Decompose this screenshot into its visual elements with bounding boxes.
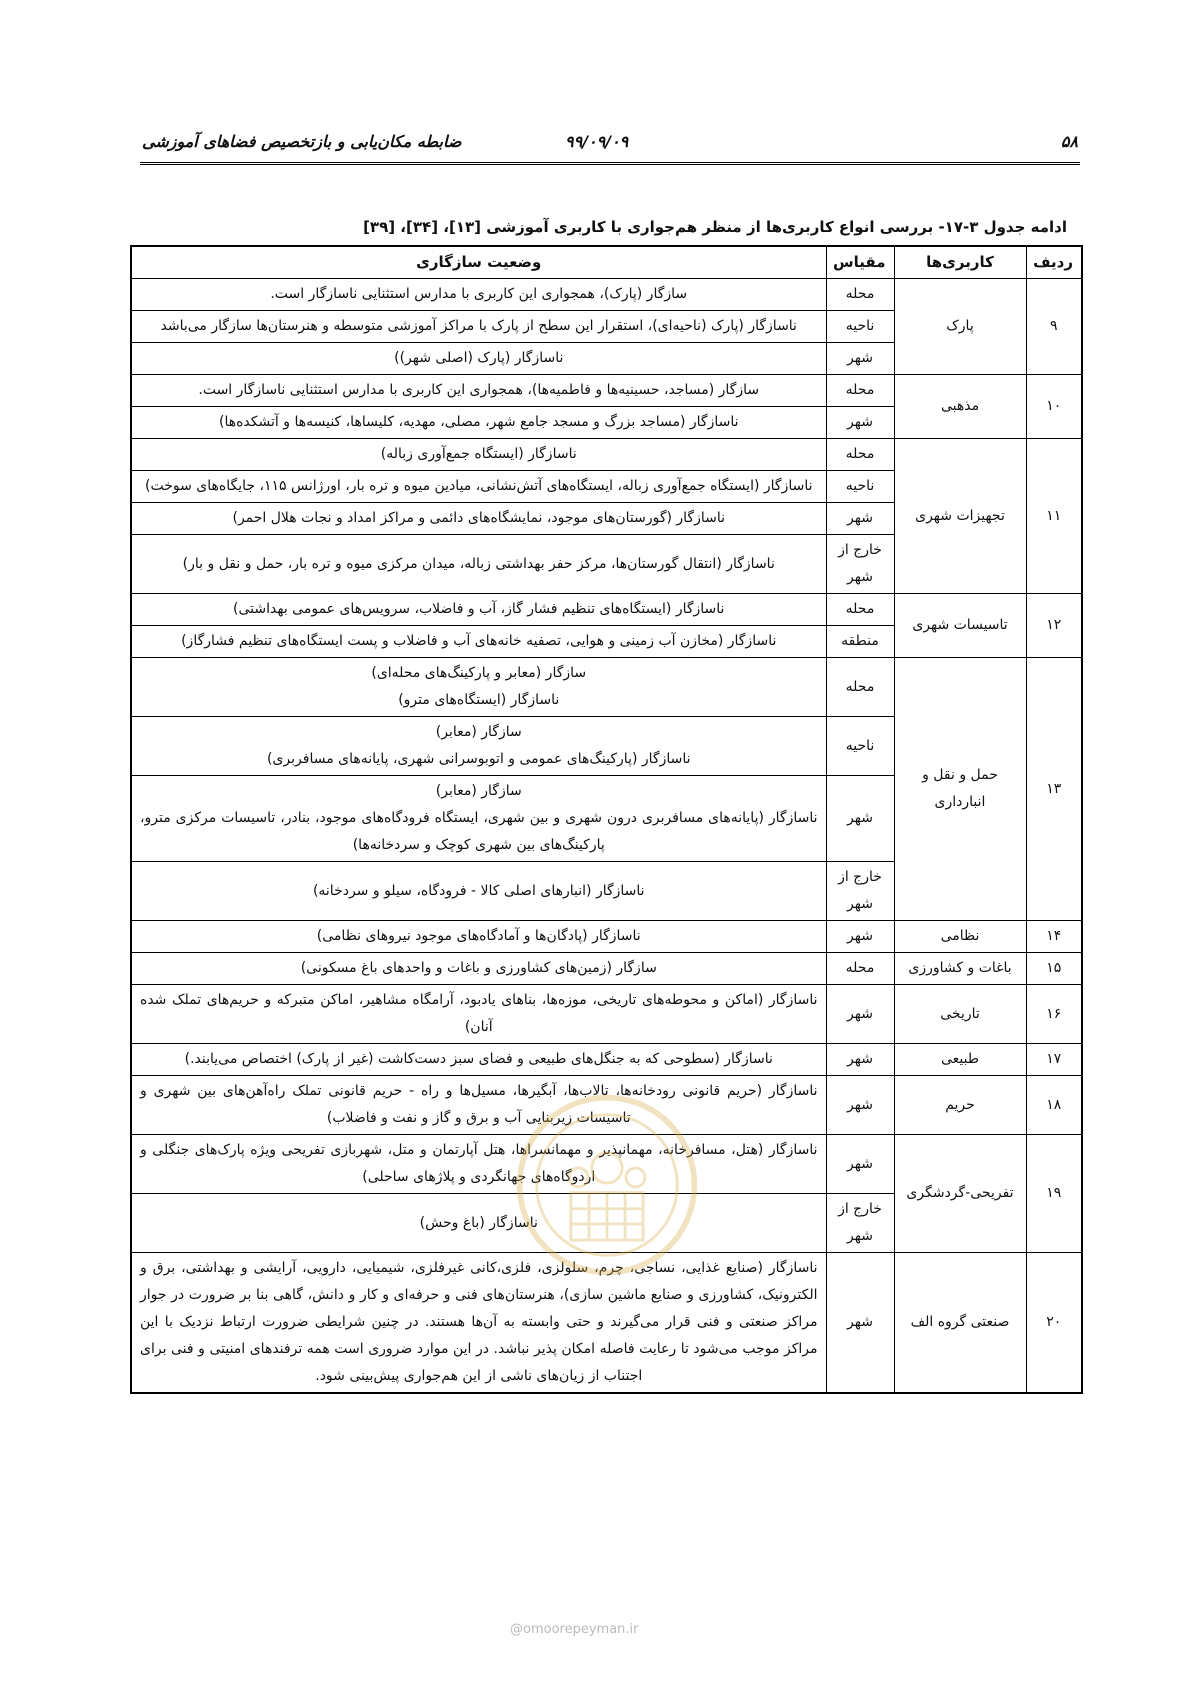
status-cell: [131, 311, 826, 343]
status-cell: [131, 1135, 826, 1194]
scale-cell: شهر: [826, 1253, 894, 1394]
row-number-cell: ۱۸: [1026, 1076, 1082, 1135]
land-use-cell: مذهبی: [894, 375, 1026, 439]
status-text: سازگار (مساجد، حسینیه‌ها و فاطمیه‌ها)، همجواری این کاربری با مدارس استثنایی ناسازگار است.: [198, 382, 760, 398]
scale-cell: خارج از شهر: [826, 535, 894, 594]
status-text: ناسازگار (اماکن و محوطه‌های تاریخی، موزه‌ها، بناهای یادبود، آرامگاه مشاهیر، اماکن متبرکه و حریم‌های تملک شده آنان): [140, 992, 818, 1035]
status-cell: [131, 626, 826, 658]
header-status: وضعیت سازگاری: [131, 246, 826, 279]
status-text: سازگار (معابر و پارکینگ‌های محله‌ای): [371, 665, 587, 681]
scale-cell: شهر: [826, 1135, 894, 1194]
status-cell: [131, 594, 826, 626]
status-cell: [131, 862, 826, 921]
table-caption: ادامه جدول ۳-۱۷- بررسی انواع کاربری‌ها از منظر هم‌جواری با کاربری آموزشی [۱۳]، [۳۴]، [۳۹]: [363, 218, 1067, 236]
land-use-cell: تجهیزات شهری: [894, 439, 1026, 594]
header-scale: مقیاس: [826, 246, 894, 279]
status-text: ناسازگار (صنایع غذایی، نساجی، چرم، سلولزی، فلزی،کانی غیرفلزی، شیمیایی، دارویی، آرایشی و بهداشتی، برق و الکترونیک، کشاورزی و صنایع ماشین سازی)، هنرستان‌های فنی و حرفه‌ای و کار و دانش، گاهی بنا بر ضرورت در جوار مراکز صنعتی و فنی قرار می‌گیرند و حتی وابسته به آن‌ها هستند. در چنین شرایطی ضرورت ارتباط نزدیک با این مراکز موجب می‌شود تا رعایت فاصله امکان پذیر نباشد. در این موارد ضروری است همه ترفندهای امنیتی و فنی برای اجتناب از زیان‌های ناشی از این هم‌جواری پیش‌بینی شود.: [140, 1260, 818, 1384]
status-cell: [131, 1076, 826, 1135]
status-cell: [131, 279, 826, 311]
table-row: [131, 375, 1082, 407]
scale-cell: خارج از شهر: [826, 1194, 894, 1253]
table-row: [131, 594, 1082, 626]
scale-cell: شهر: [826, 1044, 894, 1076]
status-cell: [131, 343, 826, 375]
status-text: ناسازگار (ایستگاه‌های تنظیم فشار گاز، آب و فاضلاب، سرویس‌های عمومی بهداشتی): [233, 601, 725, 617]
scale-cell: محله: [826, 953, 894, 985]
page-number: ۵۸: [1060, 132, 1078, 151]
scale-cell: محله: [826, 658, 894, 717]
status-cell: [131, 1194, 826, 1253]
scale-cell: شهر: [826, 503, 894, 535]
table-row: [131, 985, 1082, 1044]
table-row: [131, 658, 1082, 717]
table-row: [131, 279, 1082, 311]
status-cell: [131, 985, 826, 1044]
header-date: ۹۹/۰۹/۰۹: [565, 132, 629, 151]
header-row-number: ردیف: [1026, 246, 1082, 279]
row-number-cell: ۱۲: [1026, 594, 1082, 658]
status-cell: [131, 375, 826, 407]
table-row: [131, 921, 1082, 953]
status-text: ناسازگار (مساجد بزرگ و مسجد جامع شهر، مصلی، مهدیه، کلیساها، کنیسه‌ها و آتشکده‌ها): [218, 414, 739, 430]
scale-cell: شهر: [826, 985, 894, 1044]
status-text: ناسازگار (سطوحی که به جنگل‌های طبیعی و فضای سبز دست‌کاشت (غیر از پارک) اختصاص می‌یابند.): [184, 1051, 773, 1067]
row-number-cell: ۹: [1026, 279, 1082, 375]
status-cell: [131, 921, 826, 953]
scale-cell: شهر: [826, 407, 894, 439]
status-text: سازگار (معابر): [435, 724, 522, 740]
row-number-cell: ۱۴: [1026, 921, 1082, 953]
status-text-secondary: ناسازگار (ایستگاه‌های مترو): [398, 692, 560, 708]
status-text: ناسازگار (پادگان‌ها و آمادگاه‌های موجود نیروهای نظامی): [316, 928, 641, 944]
status-text: سازگار (زمین‌های کشاورزی و باغات و واحدهای باغ مسکونی): [300, 960, 657, 976]
status-cell: [131, 953, 826, 985]
watermark-seal: [512, 1090, 702, 1280]
row-number-cell: ۲۰: [1026, 1253, 1082, 1394]
status-text: ناسازگار (پارک (اصلی شهر)): [394, 350, 564, 366]
land-use-cell: پارک: [894, 279, 1026, 375]
scale-cell: شهر: [826, 776, 894, 862]
scale-cell: خارج از شهر: [826, 862, 894, 921]
land-use-cell: نظامی: [894, 921, 1026, 953]
scale-cell: شهر: [826, 1076, 894, 1135]
land-use-cell: صنعتی گروه الف: [894, 1253, 1026, 1394]
scale-cell: محله: [826, 279, 894, 311]
status-cell: [131, 1044, 826, 1076]
status-cell: [131, 503, 826, 535]
table-row: [131, 439, 1082, 471]
status-text: ناسازگار (انتقال گورستان‌ها، مرکز حفر بهداشتی زباله، میدان مرکزی میوه و تره بار، حمل و نقل و بار): [182, 555, 775, 572]
row-number-cell: ۱۶: [1026, 985, 1082, 1044]
row-number-cell: ۱۷: [1026, 1044, 1082, 1076]
scale-cell: محله: [826, 375, 894, 407]
status-text: ناسازگار (انبارهای اصلی کالا - فرودگاه، سیلو و سردخانه): [312, 882, 645, 899]
land-use-cell: تاریخی: [894, 985, 1026, 1044]
page-header: [140, 128, 1080, 165]
status-text: ناسازگار (حریم قانونی رودخانه‌ها، تالاب‌ها، آبگیرها، مسیل‌ها و راه - حریم قانونی تملک راه‌آهن‌های بین شهری و تاسیسات زیربنایی آب و برق و گاز و نفت و فاضلاب): [140, 1083, 818, 1126]
status-cell: [131, 1253, 826, 1394]
status-text: ناسازگار (گورستان‌های موجود، نمایشگاه‌های دائمی و مراکز امداد و نجات هلال احمر): [232, 510, 726, 526]
header-use: کاربری‌ها: [894, 246, 1026, 279]
status-text-secondary: ناسازگار (پارکینگ‌های عمومی و اتوبوسرانی شهری، پایانه‌های مسافربری): [267, 751, 691, 767]
table-header-row: [131, 246, 1082, 279]
table-row: [131, 953, 1082, 985]
scale-cell: شهر: [826, 921, 894, 953]
scale-cell: ناحیه: [826, 471, 894, 503]
land-use-cell: تفریحی-گردشگری: [894, 1135, 1026, 1253]
land-use-cell: حمل و نقل و انبارداری: [894, 658, 1026, 921]
document-title: ضابطه مکان‌یابی و بازتخصیص فضاهای آموزشی: [142, 132, 462, 151]
status-text: سازگار (پارک)، همجواری این کاربری با مدارس استثنایی ناسازگار است.: [270, 286, 688, 302]
row-number-cell: ۱۹: [1026, 1135, 1082, 1253]
status-cell: [131, 717, 826, 776]
row-number-cell: ۱۳: [1026, 658, 1082, 921]
watermark-url: @omoorepeyman.ir: [510, 1622, 639, 1637]
table-row: [131, 1044, 1082, 1076]
status-cell: [131, 535, 826, 594]
land-use-cell: تاسیسات شهری: [894, 594, 1026, 658]
row-number-cell: ۱۰: [1026, 375, 1082, 439]
status-text-secondary: ناسازگار (پایانه‌های مسافربری درون شهری و بین شهری، ایستگاه فرودگاه‌های موجود، بنادر، تاسیسات مرکزی مترو، پارکینگ‌های بین شهری کوچک و سردخانه‌ها): [140, 810, 818, 853]
scale-cell: ناحیه: [826, 311, 894, 343]
scale-cell: محله: [826, 439, 894, 471]
status-cell: [131, 439, 826, 471]
status-text: ناسازگار (مخازن آب زمینی و هوایی، تصفیه خانه‌های آب و فاضلاب و پست ایستگاه‌های تنظیم فشارگاز): [181, 633, 777, 649]
status-text: ناسازگار (باغ وحش): [419, 1214, 538, 1231]
scale-cell: ناحیه: [826, 717, 894, 776]
status-text: سازگار (معابر): [435, 783, 522, 799]
scale-cell: منطقه: [826, 626, 894, 658]
status-cell: [131, 658, 826, 717]
status-text: ناسازگار (هتل، مسافرخانه، مهمانپذیر و مهمانسراها، هتل آپارتمان و متل، شهربازی تفریحی ویژه پارک‌های جنگلی و اردوگاه‌های جهانگردی و پلاژهای ساحلی): [140, 1142, 818, 1185]
scale-cell: محله: [826, 594, 894, 626]
status-text: ناسازگار (ایستگاه جمع‌آوری زباله): [380, 446, 577, 462]
land-use-cell: طبیعی: [894, 1044, 1026, 1076]
scale-cell: شهر: [826, 343, 894, 375]
status-cell: [131, 776, 826, 862]
status-text: ناسازگار (پارک (ناحیه‌ای)، استقرار این سطح از پارک با مراکز آموزشی متوسطه و هنرستان‌ها سازگار می‌باشد: [160, 318, 797, 334]
row-number-cell: ۱۱: [1026, 439, 1082, 594]
row-number-cell: ۱۵: [1026, 953, 1082, 985]
land-use-cell: حریم: [894, 1076, 1026, 1135]
status-cell: [131, 407, 826, 439]
status-cell: [131, 471, 826, 503]
status-text: ناسازگار (ایستگاه جمع‌آوری زباله، ایستگاه‌های آتش‌نشانی، میادین میوه و تره بار، اورژانس ۱۱۵، جایگاه‌های سوخت): [145, 478, 813, 494]
land-use-cell: باغات و کشاورزی: [894, 953, 1026, 985]
